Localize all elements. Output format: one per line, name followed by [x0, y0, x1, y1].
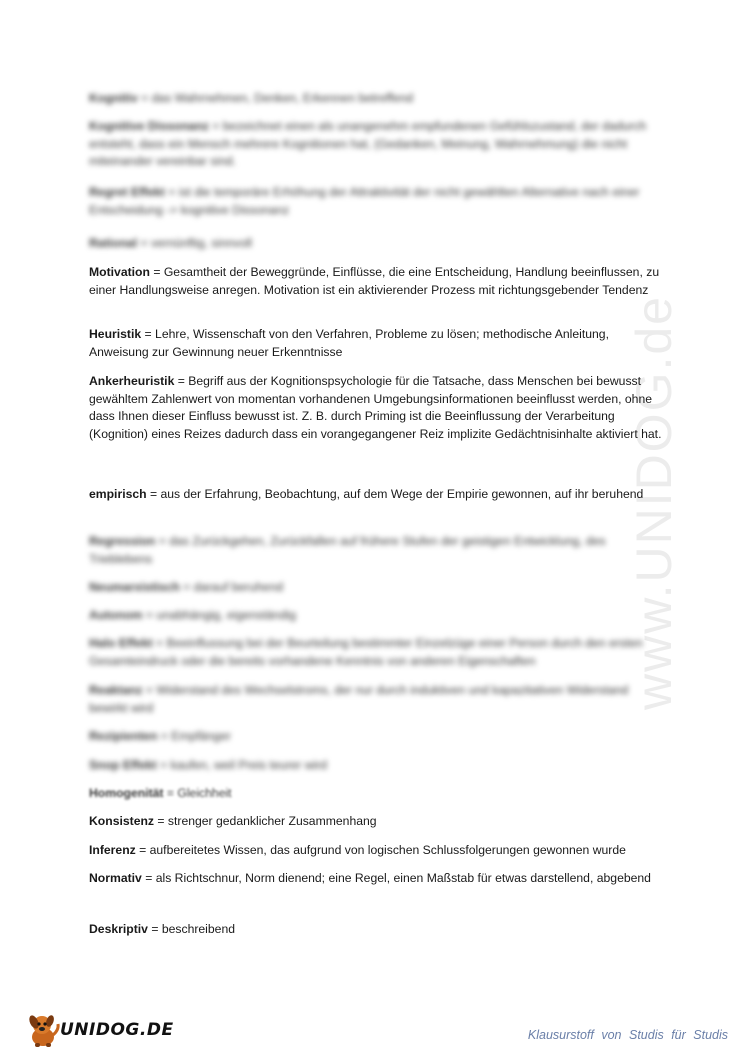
entry-term: Rational [89, 236, 138, 250]
entry-term: Kognitiv [89, 91, 138, 105]
entry-term: Inferenz [89, 843, 136, 857]
glossary-entry [89, 728, 669, 746]
entry-term: Kognitive Dissonanz [89, 119, 209, 133]
entry-definition: = Lehre, Wissenschaft von den Verfahren, Probleme zu lösen; methodische Anleitung, Anweisung zur Gewinnung neuer Erkenntnisse [89, 327, 609, 359]
entry-term: Reaktanz [89, 683, 143, 697]
entry-definition: = aus der Erfahrung, Beobachtung, auf dem Wege der Empirie gewonnen, auf ihr beruhend [146, 487, 644, 501]
entry-definition: = Widerstand des Wechselstroms, der nur durch induktiven und kapazitativen Widerstand bewirkt wird [89, 683, 629, 715]
entry-definition: = vernünftig, sinnvoll [137, 236, 252, 250]
entry-term: Autonom [89, 608, 143, 622]
glossary-entry [89, 870, 669, 888]
entry-definition: = bezeichnet einen als unangenehm empfundenen Gefühlszustand, der dadurch entsteht, dass ein Mensch mehrere Kognitionen hat, (Gedanken, Meinung, Wahrnehmung) die nicht miteinander vereinbar sind. [89, 119, 647, 168]
entry-definition: = Gleichheit [163, 786, 232, 800]
glossary-entry [89, 184, 669, 219]
glossary-entry [89, 118, 669, 171]
entry-definition: = als Richtschnur, Norm dienend; eine Regel, einen Maßstab für etwas darstellend, abgebend [141, 871, 651, 885]
entry-term: Homogenität [89, 786, 164, 800]
entry-term: Neumarxistisch [89, 580, 180, 594]
glossary-entry [89, 635, 669, 670]
entry-term: Motivation [89, 265, 150, 279]
entry-definition: = unabhängig, eigenständig [142, 608, 296, 622]
glossary-entry [89, 264, 669, 299]
entry-term: Regret Effekt [89, 185, 165, 199]
entry-definition: = das Wahrnehmen, Denken, Erkennen betreffend [137, 91, 414, 105]
glossary-entry [89, 373, 669, 443]
glossary-entry [89, 607, 669, 625]
entry-term: Konsistenz [89, 814, 155, 828]
entry-definition: = Empfänger [157, 729, 231, 743]
entry-definition: = ist die temporäre Erhöhung der Attraktivität der nicht gewählten Alternative nach einer Entscheidung -> kognitive Dissonanz [89, 185, 640, 217]
entry-term: Normativ [89, 871, 142, 885]
footer-slogan: Klausurstoff von Studis für Studis [527, 1028, 728, 1042]
entry-definition: = Gesamtheit der Beweggründe, Einflüsse, die eine Entscheidung, Handlung beeinflussen, zu einer Handlungsweise anregen. Motivation ist ein aktivierender Prozess mit richtungsgebender Tendenz [89, 265, 660, 297]
entry-definition: = Beeinflussung bei der Beurteilung bestimmter Einzelzüge einer Person durch den ersten Gesamteindruck oder die bereits vorhandene Kenntnis von anderen Eigenschaften [89, 636, 643, 668]
glossary-entry [89, 813, 669, 831]
glossary-entry [89, 921, 669, 939]
glossary-entry [89, 579, 669, 597]
entry-term: Ankerheuristik [89, 374, 175, 388]
entry-definition: = kaufen, weil Preis teurer wird [156, 758, 328, 772]
logo-text: UNIDOG.DE [60, 1020, 174, 1040]
unidog-logo [22, 1010, 174, 1050]
glossary-entry [89, 326, 669, 361]
entry-term: Deskriptiv [89, 922, 148, 936]
glossary-entry [89, 235, 669, 253]
glossary-entry [89, 486, 669, 504]
entry-definition: = beschreibend [147, 922, 236, 936]
glossary-entry [89, 842, 669, 860]
entry-definition: = das Zurückgehen, Zurückfallen auf frühere Stufen der geistigen Entwicklung, des Trieblebens [89, 534, 606, 566]
entry-definition: = darauf beruhend [179, 580, 284, 594]
entry-term: Heuristik [89, 327, 142, 341]
entry-term: Rezipienten [89, 729, 158, 743]
glossary-entry [89, 757, 669, 775]
dog-mascot-icon [22, 1010, 62, 1050]
entry-term: Snop Effekt [89, 758, 157, 772]
glossary-entry [89, 90, 669, 108]
entry-definition: = Begriff aus der Kognitionspsychologie für die Tatsache, dass Menschen bei bewusst gewähltem Zahlenwert von momentan vorhandenen Umgebungsinformationen beeinflusst werden, ohne dass Ihnen dieser Einfluss bewusst ist. Z. B. durch Priming ist die Beeinflussung der Verarbeitung (Kognition) eines Reizes dadurch dass ein vorangegangener Reiz implizite Gedächtnisinhalte aktiviert hat. [89, 374, 662, 441]
entry-term: Halo Effekt [89, 636, 153, 650]
glossary-entry [89, 785, 669, 803]
entry-term: Regression [89, 534, 156, 548]
entry-definition: = strenger gedanklicher Zusammenhang [154, 814, 377, 828]
entry-definition: = aufbereitetes Wissen, das aufgrund von logischen Schlussfolgerungen gewonnen wurde [135, 843, 626, 857]
watermark: www.UNIDOG.de [626, 295, 682, 710]
glossary-entry [89, 682, 669, 717]
entry-term: empirisch [89, 487, 147, 501]
glossary-entry [89, 533, 669, 568]
